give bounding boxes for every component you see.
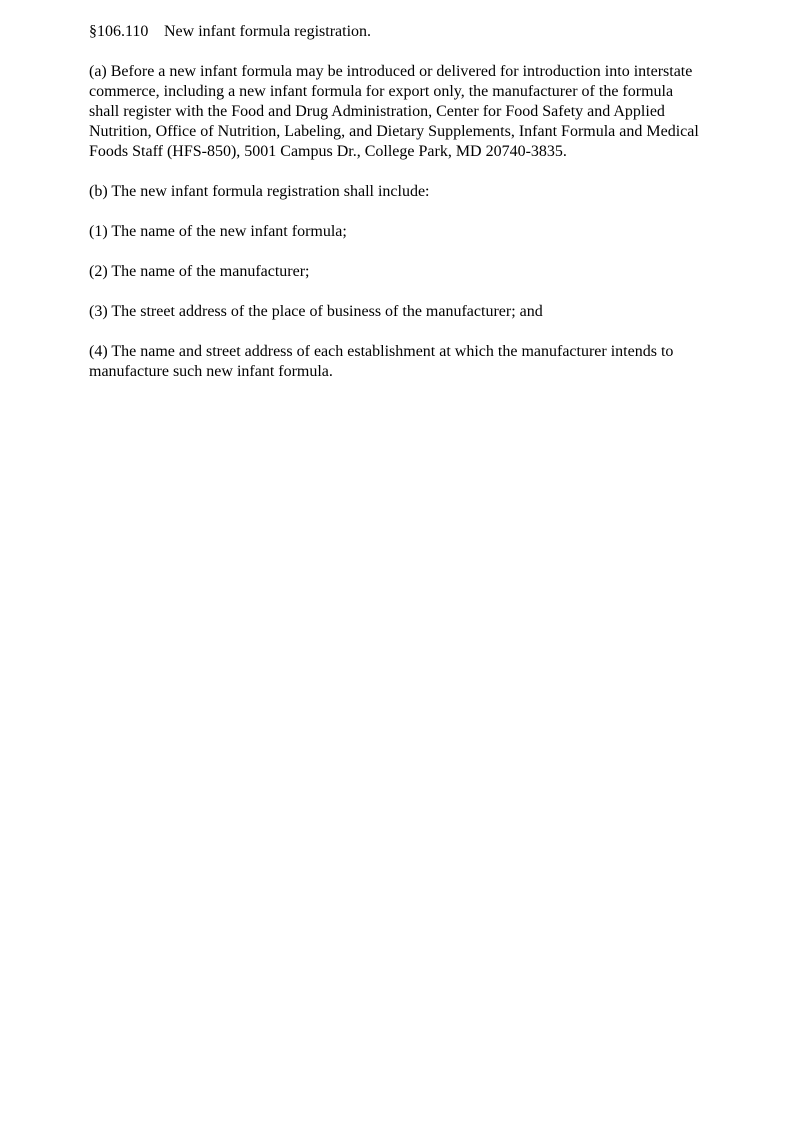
section-number: §106.110 [89, 23, 149, 40]
section-title: New infant formula registration. [164, 23, 372, 40]
paragraph-b-3: (3) The street address of the place of business of the manufacturer; and [89, 303, 543, 320]
paragraph-b-2: (2) The name of the manufacturer; [89, 263, 310, 280]
paragraph-a: (a) Before a new infant formula may be introduced or delivered for introduction into interstate commerce, including a new infant formula for export only, the manufacturer of the formula shall register with the Food and Drug Administration, Center for Food Safety and Applied Nutrition, Office of Nutrition, Labeling, and Dietary Supplements, Infant Formula and Medical Foods Staff (HFS-850), 5001 Campus Dr., College Park, MD 20740-3835. [89, 63, 699, 160]
paragraph-b-4: (4) The name and street address of each establishment at which the manufacturer intends to manufacture such new infant formula. [89, 343, 674, 380]
section-heading [89, 22, 701, 42]
document-page [89, 22, 701, 402]
paragraph-b-1: (1) The name of the new infant formula; [89, 223, 347, 240]
paragraph-b: (b) The new infant formula registration shall include: [89, 183, 430, 200]
